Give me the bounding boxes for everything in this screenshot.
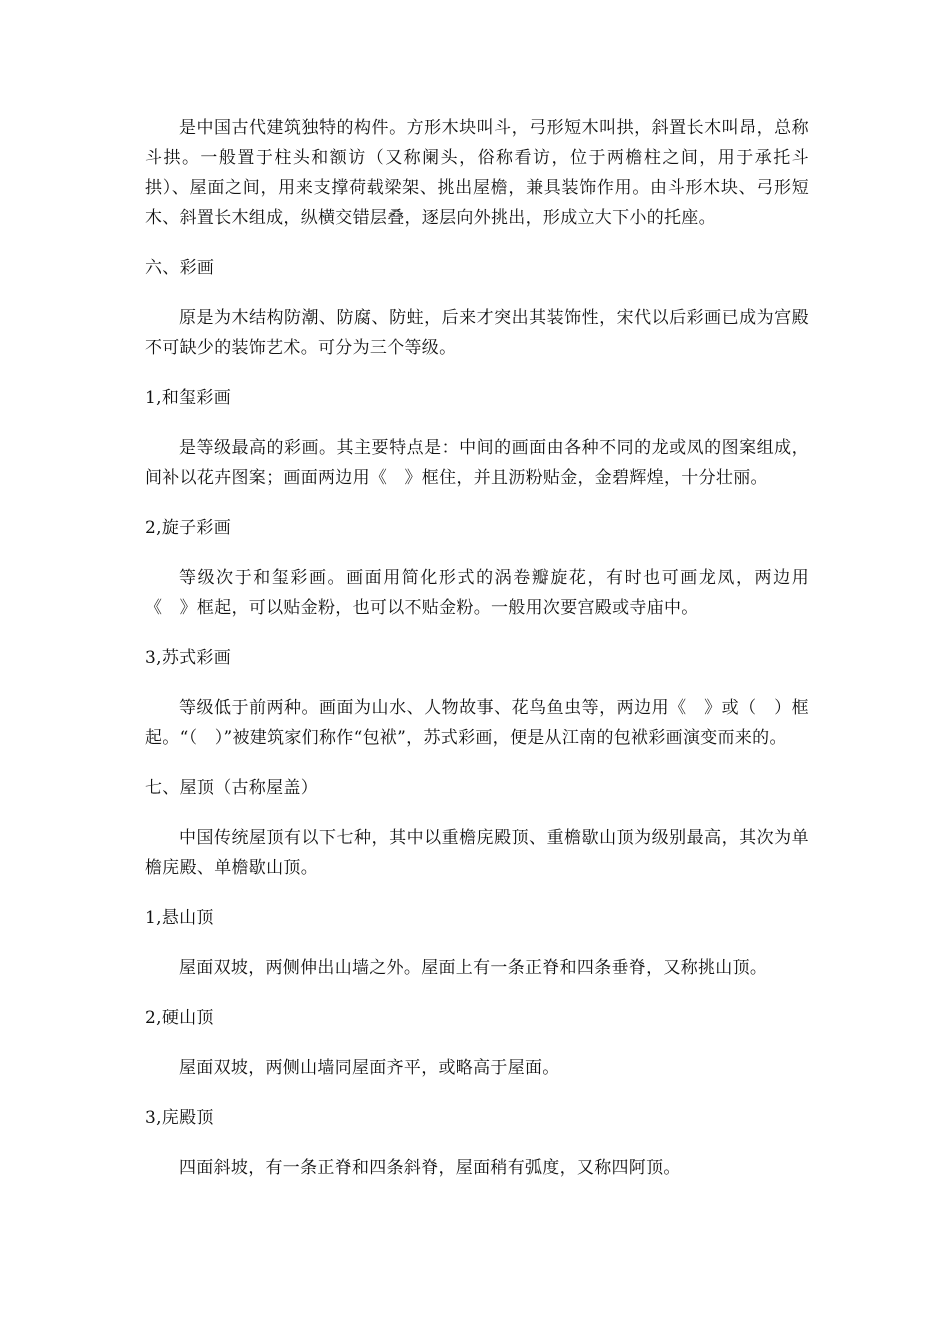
paragraph-caihua-intro: 原是为木结构防潮、防腐、防蛀，后来才突出其装饰性，宋代以后彩画已成为宫殿不可缺少的装饰艺术。可分为三个等级。 [145,308,809,358]
paragraph-wuding-intro: 中国传统屋顶有以下七种，其中以重檐庑殿顶、重檐歇山顶为级别最高，其次为单檐庑殿、单檐歇山顶。 [145,828,809,878]
section-heading-caihua: 六、彩画 [145,258,215,278]
subheading-sushi-caihua: 3,苏式彩画 [145,648,232,668]
subheading-xuanshan-ding: 1,悬山顶 [145,908,214,928]
subheading-yingshan-ding: 2,硬山顶 [145,1008,214,1028]
document-body [145,113,809,1203]
paragraph-xuanzi-caihua: 等级次于和玺彩画。画面用简化形式的涡卷瓣旋花，有时也可画龙凤，两边用《 》框起，可以贴金粉，也可以不贴金粉。一般用次要宫殿或寺庙中。 [145,568,809,618]
paragraph-hexi-caihua: 是等级最高的彩画。其主要特点是：中间的画面由各种不同的龙或凤的图案组成，间补以花卉图案；画面两边用《 》框住，并且沥粉贴金，金碧辉煌，十分壮丽。 [145,438,809,488]
subheading-wudian-ding: 3,庑殿顶 [145,1108,214,1128]
paragraph-sushi-caihua: 等级低于前两种。画面为山水、人物故事、花鸟鱼虫等，两边用《 》或（ ）框起。“（ ）”被建筑家们称作“包袱”，苏式彩画，便是从江南的包袱彩画演变而来的。 [145,698,809,748]
paragraph-wudian-ding: 四面斜坡，有一条正脊和四条斜脊，屋面稍有弧度，又称四阿顶。 [179,1158,681,1178]
paragraph-dougong: 是中国古代建筑独特的构件。方形木块叫斗，弓形短木叫拱，斜置长木叫昂，总称斗拱。一般置于柱头和额访（又称阑头，俗称看访，位于两檐柱之间，用于承托斗拱）、屋面之间，用来支撑荷载梁架、挑出屋檐，兼具装饰作用。由斗形木块、弓形短木、斜置长木组成，纵横交错层叠，逐层向外挑出，形成立大下小的托座。 [145,118,809,228]
section-heading-wuding: 七、屋顶（古称屋盖） [145,778,318,798]
paragraph-yingshan-ding: 屋面双坡，两侧山墙同屋面齐平，或略高于屋面。 [179,1058,560,1078]
subheading-hexi-caihua: 1,和玺彩画 [145,388,232,408]
subheading-xuanzi-caihua: 2,旋子彩画 [145,518,232,538]
paragraph-xuanshan-ding: 屋面双坡，两侧伸出山墙之外。屋面上有一条正脊和四条垂脊，又称挑山顶。 [179,958,768,978]
